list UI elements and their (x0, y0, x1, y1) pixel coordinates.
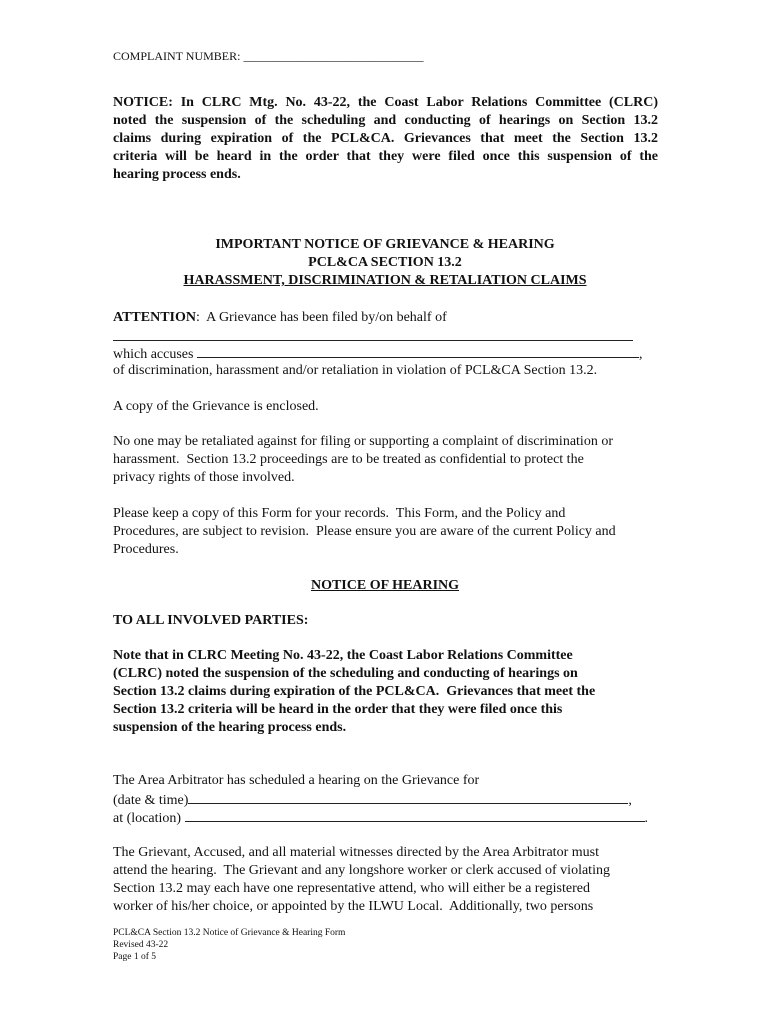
top-notice-line: noted the suspension of the scheduling and conducting of hearings on Section 13.2 (113, 113, 658, 128)
attention-line (113, 309, 447, 327)
accuses-line: which accuses , (113, 344, 642, 364)
title-line-2: PCL&CA SECTION 13.2 (308, 255, 462, 270)
attention-text: : A Grievance has been filed by/on behalf of (195, 310, 447, 325)
location-label: at (location) (113, 811, 185, 826)
top-notice-line: criteria will be heard in the order that they were filed once this suspension of the (113, 149, 658, 164)
paragraph-line: Please keep a copy of this Form for your records. This Form, and the Policy and (113, 506, 566, 521)
paragraph-line: attend the hearing. The Grievant and any longshore worker or clerk accused of violating (113, 863, 610, 878)
footer-page-number: Page 1 of 5 (113, 952, 157, 962)
paragraph-line: worker of his/her choice, or appointed by the ILWU Local. Additionally, two persons (113, 899, 594, 914)
top-notice-line: NOTICE: In CLRC Mtg. No. 43-22, the Coast Labor Relations Committee (CLRC) (113, 95, 658, 110)
location-line: at (location) . (113, 808, 648, 828)
accuses-label: which accuses (113, 347, 197, 362)
top-notice-line: hearing process ends. (113, 167, 241, 182)
paragraph-line: Procedures, are subject to revision. Please ensure you are aware of the current Policy and (113, 524, 616, 539)
note-line: Section 13.2 criteria will be heard in the order that they were filed once this (113, 702, 563, 717)
paragraph-line: harassment. Section 13.2 proceedings are to be treated as confidential to protect the (113, 452, 584, 467)
note-line: Section 13.2 claims during expiration of the PCL&CA. Grievances that meet the (113, 684, 596, 699)
paragraph-line: Section 13.2 may each have one representative attend, who will either be a registered (113, 881, 590, 896)
note-line: Note that in CLRC Meeting No. 43-22, the Coast Labor Relations Committee (113, 648, 573, 663)
footer-form-name: PCL&CA Section 13.2 Notice of Grievance & Hearing Form (113, 928, 346, 938)
top-notice-line: claims during expiration of the PCL&CA. Grievances that meet the Section 13.2 (113, 131, 658, 146)
paragraph-line: No one may be retaliated against for filing or supporting a complaint of discrimination or (113, 434, 613, 449)
title-line-3: HARASSMENT, DISCRIMINATION & RETALIATION CLAIMS (183, 273, 587, 288)
copy-enclosed-text: A copy of the Grievance is enclosed. (113, 399, 319, 414)
accused-blank[interactable] (197, 344, 639, 358)
note-line: (CLRC) noted the suspension of the scheduling and conducting of hearings on (113, 666, 578, 681)
paragraph-line: Procedures. (113, 542, 179, 557)
complaint-number-label: COMPLAINT NUMBER: ______________________________ (113, 49, 424, 63)
date-time-blank[interactable] (188, 790, 628, 804)
date-time-label: (date & time) (113, 793, 189, 808)
to-all-parties-heading: TO ALL INVOLVED PARTIES: (113, 613, 309, 628)
date-time-line: (date & time) , (113, 790, 632, 810)
hearing-scheduled-text: The Area Arbitrator has scheduled a hearing on the Grievance for (113, 773, 480, 788)
note-line: suspension of the hearing process ends. (113, 720, 347, 735)
violation-line: of discrimination, harassment and/or retaliation in violation of PCL&CA Section 13.2. (113, 363, 598, 378)
notice-of-hearing-heading: NOTICE OF HEARING (310, 578, 460, 593)
paragraph-line: privacy rights of those involved. (113, 470, 295, 485)
title-line-1: IMPORTANT NOTICE OF GRIEVANCE & HEARING (215, 237, 555, 252)
attention-label: ATTENTION (113, 310, 196, 325)
footer-revision: Revised 43-22 (113, 940, 169, 950)
paragraph-line: The Grievant, Accused, and all material witnesses directed by the Area Arbitrator must (113, 845, 599, 860)
location-blank[interactable] (185, 808, 645, 822)
